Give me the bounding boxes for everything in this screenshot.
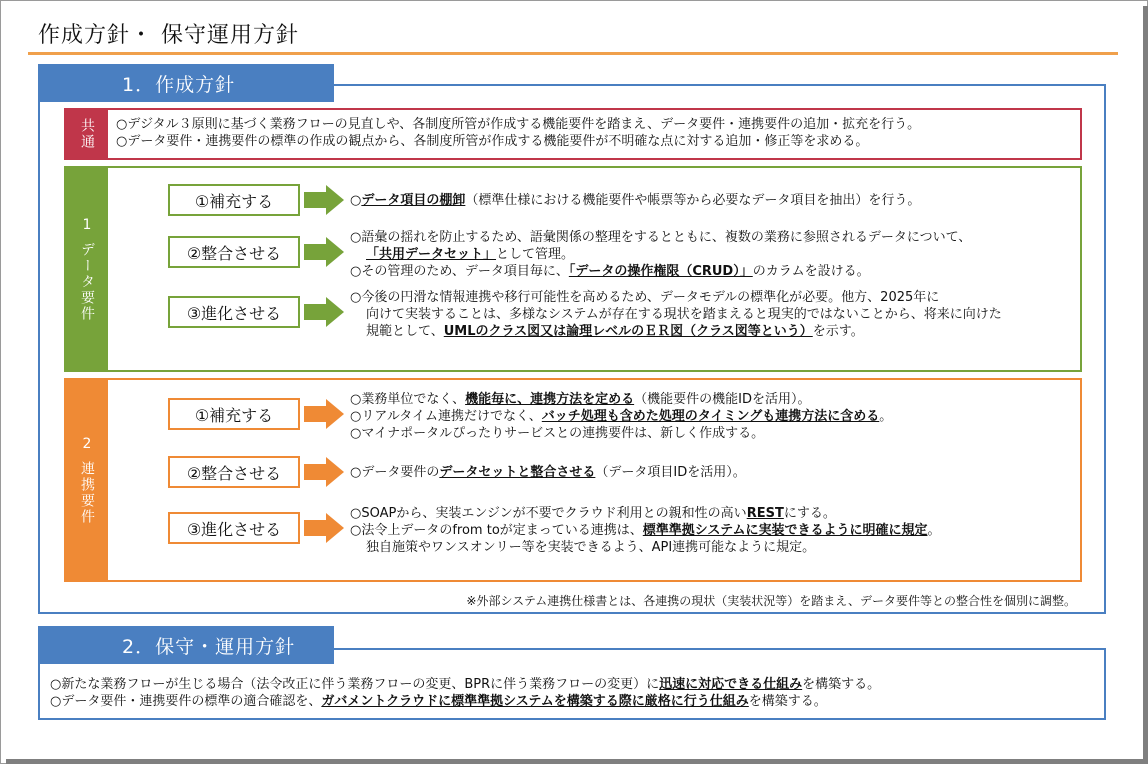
section2-tab-label: 2．保守・運用方針 bbox=[122, 635, 296, 658]
section2-text bbox=[50, 676, 880, 710]
text-plain: として管理。 bbox=[496, 246, 575, 262]
section2-tab bbox=[38, 626, 334, 664]
text-plain: ○SOAPから、実装エンジンが不要でクラウド利用との親和性の高い bbox=[350, 505, 747, 521]
emphasis-text: 標準準拠システムに実装できるように明確に規定 bbox=[642, 522, 928, 538]
text-line bbox=[350, 425, 892, 442]
text-plain: ○語彙の揺れを防止するため、語彙関係の整理をするとともに、複数の業務に参照されるデータについて、 bbox=[350, 229, 972, 245]
text-plain: ○データ要件の bbox=[350, 464, 440, 480]
link-req-label-box bbox=[66, 380, 108, 580]
title-rule bbox=[28, 52, 1118, 55]
slide-shadow bbox=[1143, 6, 1148, 764]
emphasis-text: 機能毎に、連携方法を定める bbox=[465, 391, 635, 407]
action-box: ①補充する bbox=[168, 398, 300, 430]
section1-tab bbox=[38, 64, 334, 102]
text-plain: （標準仕様における機能要件や帳票等から必要なデータ項目を抽出）を行う。 bbox=[465, 192, 921, 208]
arrow-right-icon bbox=[304, 464, 326, 480]
arrow-head-icon bbox=[326, 237, 344, 267]
text-plain: ○今後の円滑な情報連携や移行可能性を高めるため、データモデルの標準化が必要。他方、2025年に bbox=[350, 289, 940, 305]
common-line: ○データ要件・連携要件の標準の作成の観点から、各制度所管が作成する機能要件が不明確な点に対する追加・修正等を求める。 bbox=[116, 134, 869, 149]
arrow-head-icon bbox=[326, 513, 344, 543]
text-plain: を示す。 bbox=[812, 323, 864, 339]
text-plain: 向けて実装することは、多様なシステムが存在する現状を踏まえると現実的ではないことから、将来に向けた bbox=[366, 306, 1002, 322]
arrow-right-icon bbox=[304, 244, 326, 260]
emphasis-text: バッチ処理も含めた処理のタイミングも連携方法に含める bbox=[541, 408, 880, 424]
text-line bbox=[50, 676, 880, 693]
text-plain: を構築する。 bbox=[802, 677, 881, 692]
common-line: ○デジタル３原則に基づく業務フローの見直しや、各制度所管が作成する機能要件を踏まえ、データ要件・連携要件の追加・拡充を行う。 bbox=[116, 117, 921, 132]
common-label: 共通 bbox=[79, 118, 95, 150]
arrow-right-icon bbox=[304, 520, 326, 536]
text-plain: 規範として、 bbox=[366, 323, 444, 339]
text-plain: （データ項目IDを活用）。 bbox=[595, 464, 746, 480]
emphasis-text: データ項目の棚卸 bbox=[361, 192, 466, 208]
common-label-box bbox=[66, 110, 108, 158]
footnote: ※外部システム連携仕様書とは、各連携の現状（実装状況等）を踏まえ、データ要件等との整合性を個別に調整。 bbox=[466, 594, 1076, 608]
text-plain: ○ bbox=[350, 192, 362, 208]
emphasis-text: ガバメントクラウドに標準準拠システムを構築する際に厳格に行う仕組み bbox=[321, 694, 749, 709]
action-box: ③進化させる bbox=[168, 296, 300, 328]
emphasis-text: データセットと整合させる bbox=[439, 464, 596, 480]
emphasis-text: REST bbox=[746, 505, 784, 521]
action-description bbox=[350, 464, 746, 481]
text-line bbox=[350, 505, 941, 522]
text-line bbox=[350, 263, 971, 280]
text-line bbox=[350, 323, 1002, 340]
text-plain: ○マイナポータルぴったりサービスとの連携要件は、新しく作成する。 bbox=[350, 425, 765, 441]
link-req-label: 連携要件 bbox=[79, 461, 95, 525]
data-req-num: 1 bbox=[82, 217, 92, 233]
text-plain: ○法令上データのfrom toが定まっている連携は、 bbox=[350, 522, 643, 538]
action-description bbox=[350, 192, 920, 209]
arrow-head-icon bbox=[326, 457, 344, 487]
text-line bbox=[350, 522, 941, 539]
text-plain: 。 bbox=[879, 408, 893, 424]
arrow-head-icon bbox=[326, 185, 344, 215]
data-req-label-box bbox=[66, 168, 108, 370]
text-line bbox=[350, 539, 941, 556]
action-box: ②整合させる bbox=[168, 236, 300, 268]
text-plain: （機能要件の機能IDを活用）。 bbox=[634, 391, 811, 407]
section1-tab-label: 1．作成方針 bbox=[122, 73, 236, 96]
text-line bbox=[350, 464, 746, 481]
text-plain: ○その管理のため、データ項目毎に、 bbox=[350, 263, 569, 279]
text-plain: ○業務単位でなく、 bbox=[350, 391, 466, 407]
action-description bbox=[350, 229, 971, 280]
text-plain: ○新たな業務フローが生じる場合（法令改正に伴う業務フローの変更、BPRに伴う業務フローの変更）に bbox=[50, 677, 660, 692]
emphasis-text: 「データの操作権限（CRUD）」 bbox=[568, 263, 753, 279]
page-title: 作成方針・ 保守運用方針 bbox=[38, 23, 299, 48]
data-req-label: データ要件 bbox=[79, 242, 95, 322]
text-line bbox=[50, 693, 880, 710]
arrow-right-icon bbox=[304, 192, 326, 208]
text-line bbox=[350, 391, 892, 408]
text-line bbox=[350, 408, 892, 425]
action-box: ③進化させる bbox=[168, 512, 300, 544]
emphasis-text: 迅速に対応できる仕組み bbox=[659, 677, 803, 692]
text-plain: ○リアルタイム連携だけでなく、 bbox=[350, 408, 542, 424]
arrow-right-icon bbox=[304, 406, 326, 422]
text-line bbox=[350, 246, 971, 263]
action-box: ①補充する bbox=[168, 184, 300, 216]
emphasis-text: 「共用データセット」 bbox=[366, 246, 497, 262]
text-plain: を構築する。 bbox=[748, 694, 827, 709]
action-description bbox=[350, 289, 1002, 340]
slide-shadow bbox=[6, 759, 1148, 764]
text-plain: のカラムを設ける。 bbox=[752, 263, 870, 279]
link-req-num: 2 bbox=[82, 436, 92, 452]
text-plain: 。 bbox=[927, 522, 941, 538]
text-line bbox=[350, 306, 1002, 323]
text-line bbox=[350, 289, 1002, 306]
arrow-right-icon bbox=[304, 304, 326, 320]
emphasis-text: UMLのクラス図又は論理レベルのＥＲ図（クラス図等という） bbox=[443, 323, 813, 339]
text-line bbox=[350, 229, 971, 246]
text-plain: 独自施策やワンスオンリー等を実装できるよう、API連携可能なように規定。 bbox=[366, 539, 816, 555]
arrow-head-icon bbox=[326, 399, 344, 429]
arrow-head-icon bbox=[326, 297, 344, 327]
text-plain: ○データ要件・連携要件の標準の適合確認を、 bbox=[50, 694, 322, 709]
action-description bbox=[350, 505, 941, 556]
action-description bbox=[350, 391, 892, 442]
common-text bbox=[116, 116, 920, 150]
action-box: ②整合させる bbox=[168, 456, 300, 488]
text-plain: にする。 bbox=[783, 505, 836, 521]
text-line bbox=[350, 192, 920, 209]
